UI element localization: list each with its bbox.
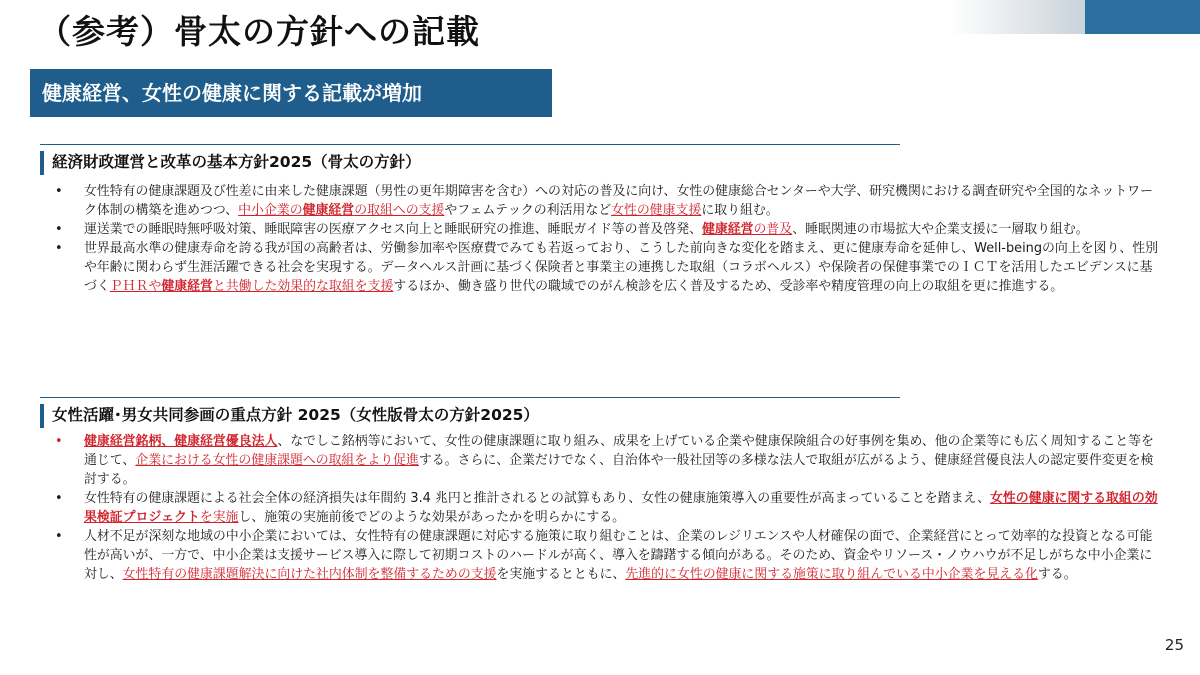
highlighted-text: 中小企業の — [238, 203, 303, 218]
bullet-dot-icon: • — [55, 222, 63, 237]
bullet-text: する。さらに、企業だけでなく、自治体や一般社団等の多様な法人で取組が広がるよう、健康経営優良法人の認定要件変更を検討する。 — [84, 453, 1154, 487]
highlighted-text: 健康経営 — [701, 222, 754, 237]
highlighted-text: 健康経営 — [302, 203, 355, 218]
highlighted-text: 女性特有の健康課題解決に向けた社内体制を整備するための支援 — [122, 567, 497, 582]
bullet-dot-icon: • — [55, 529, 63, 544]
section-heading-bar — [40, 404, 44, 428]
bullet-item — [54, 527, 1164, 584]
bullet-item — [54, 239, 1164, 296]
highlighted-text: と共働した効果的な取組を支援 — [212, 279, 394, 294]
bullet-text: に取り組む。 — [701, 203, 779, 218]
section-heading-bar — [40, 151, 44, 175]
bullet-text: 女性特有の健康課題による社会全体の経済損失は年間約 3.4 兆円と推計されるとの試算もあり、女性の健康施策導入の重要性が高まっていることを踏まえ、 — [84, 491, 991, 506]
bullet-item — [54, 432, 1164, 489]
section-heading-label: 女性活躍･男女共同参画の重点方針 2025（女性版骨太の方針2025） — [52, 406, 539, 424]
bullet-list-honebuto — [54, 182, 1164, 296]
page-number: 25 — [1164, 636, 1184, 654]
highlighted-text: 女性の健康に関する取組の効果検証プロジェクト — [84, 491, 1158, 525]
highlighted-text: 健康経営 — [161, 279, 213, 294]
header-accent-bar — [1085, 0, 1200, 34]
highlighted-text: 健康経営銘柄、健康経営優良法人 — [84, 434, 278, 449]
highlighted-text: 女性の健康支援 — [611, 203, 702, 218]
bullet-dot-icon: • — [55, 184, 63, 199]
bullet-text: やフェムテックの利活用など — [444, 203, 612, 218]
bullet-text: 世界最高水準の健康寿命を誇る我が国の高齢者は、労働参加率や医療費でみても若返っており、こうした前向きな変化を踏まえ、更に健康寿命を延伸し、Well-beingの向上を図り、性別や年齢に関わらず生涯活躍できる社会を実現する。データヘルス計画に基づく保険者と事業主の連携した取組（コラボヘルス）や保険者の保健事業でのＩＣＴを活用したエビデンスに基づく — [84, 241, 1159, 294]
header-gradient-decoration — [950, 0, 1085, 34]
bullet-text: 運送業での睡眠時無呼吸対策、睡眠障害の医療アクセス向上と睡眠研究の推進、睡眠ガイド等の普及啓発、 — [84, 222, 702, 237]
subtitle-text: 健康経営、女性の健康に関する記載が増加 — [42, 81, 422, 105]
bullet-item — [54, 182, 1164, 220]
section-heading-womens-honebuto — [40, 397, 900, 429]
highlighted-text: を実施 — [199, 510, 239, 525]
highlighted-text: 先進的に女性の健康に関する施策に取り組んでいる中小企業を見える化 — [625, 567, 1038, 582]
bullet-list-womens-honebuto — [54, 432, 1164, 584]
bullet-text: を実施するとともに、 — [496, 567, 626, 582]
bullet-text: するほか、働き盛り世代の職域でのがん検診を広く普及するため、受診率や精度管理の向上の取組を更に推進する。 — [393, 279, 1064, 294]
highlighted-text: の普及 — [753, 222, 793, 237]
bullet-text: 人材不足が深刻な地域の中小企業においては、女性特有の健康課題に対応する施策に取り組むことは、企業のレジリエンスや人材確保の面で、企業経営にとって効率的な投資となる可能性が高いが、一方で、中小企業は支援サービス導入に際して初期コストのハードルが高く、導入を躊躇する傾向がある。そのため、資金やリソース・ノウハウが不足しがちな中小企業に対し、 — [84, 529, 1153, 582]
bullet-dot-icon: • — [55, 434, 63, 449]
section-heading-label: 経済財政運営と改革の基本方針2025（骨太の方針） — [52, 153, 421, 171]
bullet-text: 女性特有の健康課題及び性差に由来した健康課題（男性の更年期障害を含む）への対応の普及に向け、女性の健康総合センターや大学、研究機関における調査研究や全国的なネットワーク体制の構築を進めつつ、 — [84, 184, 1153, 218]
section-heading-honebuto — [40, 144, 900, 176]
page-title: （参考）骨太の方針への記載 — [38, 12, 480, 51]
highlighted-text: ＰＨＲや — [109, 279, 162, 294]
highlighted-text: 企業における女性の健康課題への取組をより促進 — [135, 453, 419, 468]
bullet-text: する。 — [1037, 567, 1077, 582]
bullet-item — [54, 220, 1164, 239]
bullet-dot-icon: • — [55, 491, 63, 506]
bullet-dot-icon: • — [55, 241, 63, 256]
bullet-item — [54, 489, 1164, 527]
highlighted-text: の取組への支援 — [354, 203, 445, 218]
subtitle-banner — [30, 69, 552, 117]
bullet-text: 、なでしこ銘柄等において、女性の健康課題に取り組み、成果を上げている企業や健康保険組合の好事例を集め、他の企業等にも広く周知すること等を通じて、 — [84, 434, 1154, 468]
bullet-text: 、睡眠関連の市場拡大や企業支援に一層取り組む。 — [792, 222, 1089, 237]
bullet-text: し、施策の実施前後でどのような効果があったかを明らかにする。 — [238, 510, 626, 525]
